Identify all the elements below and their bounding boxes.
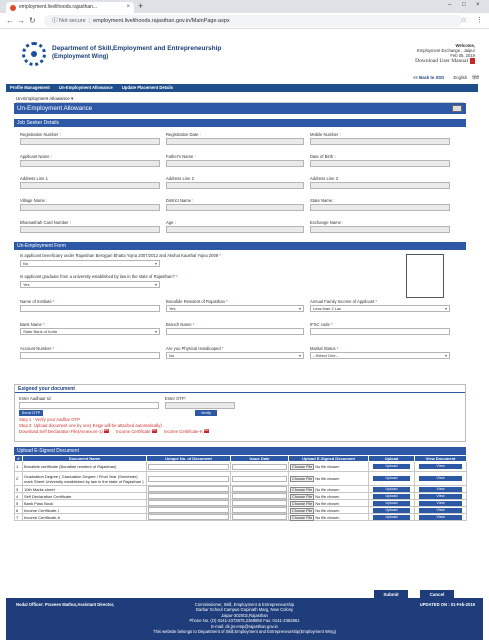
field-label: Account Number * [20, 346, 54, 351]
column-header: View Document [415, 456, 467, 462]
issue-date-input[interactable] [232, 464, 287, 470]
choose-file-button[interactable]: Choose File [292, 477, 313, 481]
browser-menu-icon[interactable]: ⋮ [476, 17, 483, 24]
issue-date-cell [231, 493, 289, 500]
view-cell [415, 493, 467, 500]
nav-item-profile-management[interactable]: Profile Management [10, 85, 50, 90]
file-cell [289, 507, 369, 514]
field-label: Father's Name : [166, 154, 196, 159]
footer-line: Phone No. (O) 0141-2373675,2368850 Fax: 0141-2362661 [189, 618, 300, 624]
main-content [14, 103, 466, 521]
document-name: Bonafide certificate (Bonafide resident of Rajasthan) [23, 462, 147, 472]
otp-input[interactable] [165, 402, 235, 409]
field-label: Registration Date : [166, 132, 201, 137]
unique-number-cell [147, 462, 231, 472]
issue-date-input[interactable] [232, 514, 287, 520]
choose-file-button[interactable]: Choose File [292, 487, 313, 492]
view-cell [415, 507, 467, 514]
file-chooser[interactable] [290, 501, 339, 507]
field-label: Village Name : [20, 198, 48, 203]
district-name-field [166, 204, 304, 211]
issue-date-cell [231, 486, 289, 493]
lang-hindi-link[interactable]: हिंदी [472, 75, 479, 80]
file-chooser[interactable] [290, 487, 339, 493]
welcome-date: Feb 05, 2019 [450, 53, 475, 58]
ifsc-input[interactable] [310, 328, 450, 335]
updated-on: UPDATED ON : 01-Feb-2019 [419, 602, 475, 607]
view-button[interactable]: View [419, 515, 462, 520]
issue-date-input[interactable] [232, 507, 287, 513]
column-header: Upload E-Signed Document [289, 456, 369, 462]
issue-date-cell [231, 514, 289, 521]
url-text: employment.livelihoods.rajasthan.gov.in/MainPage.aspx [93, 18, 230, 24]
upload-cell [369, 514, 415, 521]
esign-panel [14, 384, 466, 442]
download-manual-link[interactable]: Download User Manual [415, 58, 475, 64]
upload-button[interactable]: Upload [373, 515, 410, 520]
verify-button[interactable]: Verify [195, 410, 217, 416]
issue-date-cell [231, 472, 289, 486]
field-label: Is applicant graduate from a university established by law in the state of Rajasthan? * [20, 274, 178, 279]
view-cell [415, 500, 467, 507]
unique-number-input[interactable] [148, 493, 229, 499]
upload-cell [369, 500, 415, 507]
esign-heading: Esigned your document [15, 385, 465, 393]
issue-date-cell [231, 500, 289, 507]
upload-button[interactable]: Upload [373, 464, 410, 469]
view-button[interactable]: View [419, 487, 462, 492]
footer-line: Darbar School Campus Gopinath Marg, New Colony [195, 607, 294, 613]
choose-file-button[interactable]: Choose File [292, 508, 313, 513]
state-name-field [310, 204, 450, 211]
lang-english-link[interactable]: English [453, 75, 468, 80]
address-line-2-field [166, 182, 304, 189]
nodal-officer: Nodal Officer: Praveen Mathur,Assistant Director, [16, 602, 115, 607]
view-cell [415, 462, 467, 472]
unique-number-input[interactable] [148, 514, 229, 520]
unique-number-input[interactable] [148, 476, 229, 482]
view-cell [415, 472, 467, 486]
view-button[interactable]: View [419, 494, 462, 499]
applicant-photo [406, 254, 444, 298]
view-cell [415, 514, 467, 521]
column-header: Document Name [23, 456, 147, 462]
field-label: Are you Physical Handicaped * [166, 346, 224, 351]
pdf-icon: PDF [151, 429, 157, 432]
marital-status-select[interactable]: --Select One-- ▾ [310, 352, 450, 359]
field-label: Address Line 1 [20, 176, 48, 181]
column-header: Upload [369, 456, 415, 462]
file-status: No file chosen [315, 501, 340, 506]
registration-number-field [20, 138, 160, 145]
address-line-3-field [310, 182, 450, 189]
issue-date-input[interactable] [232, 486, 287, 492]
file-chooser[interactable] [290, 508, 339, 514]
upload-button[interactable]: Upload [373, 508, 410, 513]
pdf-icon: PDF [103, 429, 109, 432]
collapse-button[interactable] [452, 105, 462, 112]
mobile-number-field [310, 138, 450, 145]
field-label: IFSC code * [310, 322, 333, 327]
view-button[interactable]: View [419, 501, 462, 506]
table-row [15, 507, 467, 514]
step-1-text: Step 1 : Verify your Aadhar OTP [19, 417, 81, 422]
welcome-office: Employment Exchange , Jaipur [417, 48, 475, 53]
aadhaar-label: Enter Aadhaar Id: [19, 396, 52, 401]
nav-item-unemployment-allowance[interactable]: Un-Employment Allowance [58, 85, 113, 90]
bank-select[interactable]: State Bank of India ▾ [20, 328, 160, 335]
reload-icon[interactable]: ↻ [29, 16, 36, 25]
back-to-sso-link[interactable]: << Back to SSO [413, 75, 445, 80]
window-maximize-icon[interactable]: □ [462, 2, 466, 8]
row-number: 4 [15, 493, 23, 500]
file-cell [289, 486, 369, 493]
document-name: Bank Pass Book [23, 500, 147, 507]
beneficiary-select[interactable]: No ▾ [20, 260, 160, 267]
browser-tab-bar [0, 0, 489, 13]
upload-cell [369, 472, 415, 486]
issue-date-cell [231, 462, 289, 472]
file-chooser[interactable] [290, 494, 339, 500]
unique-number-cell [147, 507, 231, 514]
field-label: Bhamashah Card Number : [20, 220, 71, 225]
choose-file-button[interactable]: Choose File [292, 465, 313, 469]
unemployment-form-heading: Un-Employment Form [14, 242, 466, 250]
unique-number-cell [147, 493, 231, 500]
view-cell [415, 486, 467, 493]
file-chooser[interactable] [290, 515, 339, 521]
view-button[interactable]: View [419, 508, 462, 513]
browser-tab[interactable] [6, 2, 134, 13]
field-label: Annual Family Income of Applicant * [310, 299, 378, 304]
field-label: Address Line 2 [166, 176, 194, 181]
field-label: Applicant Name : [20, 154, 52, 159]
tab-title: employment.livelihoods.rajasthan... [19, 4, 98, 10]
footer-line: This website belongs to Department of Skill,Employment and Entrepreneurship(Employment Wing) [153, 629, 336, 635]
cancel-button[interactable]: Cancel [420, 590, 454, 599]
department-title: Department of Skill,Employment and Entrepreneurship [52, 45, 222, 52]
dob-field [310, 160, 450, 167]
field-label: Address Line 3 [310, 176, 338, 181]
job-seeker-grid [14, 127, 466, 237]
address-line-1-field [20, 182, 160, 189]
page-title [14, 103, 466, 114]
field-label: District Name : [166, 198, 194, 203]
income-select[interactable]: Less than 2 Lac ▾ [310, 305, 450, 312]
father-name-field [166, 160, 304, 167]
page-title-text: Un-Employment Allowance [17, 105, 93, 112]
site-footer [6, 598, 483, 640]
table-row [15, 514, 467, 521]
upload-cell [369, 486, 415, 493]
back-arrow-icon[interactable]: ← [6, 16, 14, 25]
address-bar[interactable] [44, 15, 462, 27]
row-number: 1 [15, 462, 23, 472]
field-label: Mobile Number : [310, 132, 341, 137]
field-label: Age : [166, 220, 176, 225]
field-label: State Name : [310, 198, 335, 203]
forward-arrow-icon[interactable]: → [17, 16, 25, 25]
file-cell [289, 514, 369, 521]
unique-number-cell [147, 514, 231, 521]
window-minimize-icon[interactable]: – [448, 2, 452, 8]
file-cell [289, 472, 369, 486]
institute-input[interactable] [20, 305, 160, 312]
step-2-text: Step 2: Upload document one by one( Esign will be attached automatically) [19, 423, 162, 428]
branch-input[interactable] [166, 328, 304, 335]
document-name: Income Certificate-I [23, 507, 147, 514]
row-number: 2 [15, 472, 23, 486]
language-switcher [413, 75, 479, 81]
otp-label: Enter OTP: [165, 396, 186, 401]
esign-grid [15, 393, 465, 437]
unique-number-cell [147, 486, 231, 493]
issue-date-input[interactable] [232, 493, 287, 499]
file-cell [289, 500, 369, 507]
url-separator: | [88, 18, 91, 24]
issue-date-cell [231, 507, 289, 514]
age-field [166, 226, 304, 233]
table-row [15, 500, 467, 507]
pdf-icon [470, 58, 475, 64]
field-label: Bonafide Resident of Rajasthan * [166, 299, 228, 304]
new-tab-button[interactable]: + [138, 1, 144, 11]
not-secure-label: Not secure [59, 18, 86, 24]
table-row [15, 472, 467, 486]
column-header: Issue Date [231, 456, 289, 462]
info-icon[interactable]: ⓘ [52, 18, 58, 24]
file-status: No file chosen [315, 508, 340, 513]
column-header: # [15, 456, 23, 462]
unique-number-input[interactable] [148, 486, 229, 492]
upload-cell [369, 493, 415, 500]
bonafide-select[interactable]: Yes ▾ [166, 305, 304, 312]
field-label: Bank Name * [20, 322, 45, 327]
document-name: Self Declaration Certificate [23, 493, 147, 500]
pdf-icon: PDF [203, 429, 209, 432]
file-status: No file chosen [315, 494, 340, 499]
department-subtitle: (Employment Wing) [52, 54, 109, 60]
table-row [15, 486, 467, 493]
upload-button[interactable]: Upload [373, 487, 410, 492]
document-name: Graduation Degree ( Graduation Degree / Final Year (Semester) mark Sheet University established by law in the state of Rajasthan ) [23, 472, 147, 486]
issue-date-input[interactable] [232, 500, 287, 506]
field-label: Registration Number : [20, 132, 61, 137]
row-number: 5 [15, 500, 23, 507]
document-name: 10th Marks sheet [23, 486, 147, 493]
upload-cell [369, 462, 415, 472]
upload-button[interactable]: Upload [373, 494, 410, 499]
submit-button[interactable]: Submit [374, 590, 408, 599]
file-status: No file chosen [315, 465, 340, 469]
file-cell [289, 493, 369, 500]
tab-close-icon[interactable]: × [126, 4, 130, 10]
footer-line: Jaipur-302002,Rajasthan [221, 612, 268, 618]
favicon-icon [10, 5, 16, 11]
bookmark-star-icon[interactable]: ☆ [460, 17, 467, 24]
file-status: No file chosen [315, 487, 340, 492]
column-header: Unique No. of Document [147, 456, 231, 462]
breadcrumb[interactable]: Un-Employment Allowance ▾ [16, 96, 74, 101]
field-label: Branch Name * [166, 322, 195, 327]
choose-file-button[interactable]: Choose File [292, 494, 313, 499]
handicap-select[interactable]: No ▾ [166, 352, 304, 359]
welcome-panel [415, 43, 475, 64]
aadhaar-input[interactable] [19, 402, 159, 409]
table-row [15, 493, 467, 500]
view-button[interactable]: View [419, 476, 462, 481]
view-button[interactable]: View [419, 464, 462, 469]
applicant-name-field [20, 160, 160, 167]
upload-heading: Upload E-Signed Document [14, 447, 466, 455]
unemployment-form-grid [14, 250, 466, 378]
nav-item-update-placement[interactable]: Update Placement Details [121, 85, 174, 90]
choose-file-button[interactable]: Choose File [292, 501, 313, 506]
field-label: Is applicant beneficiary under Rajasthan Berojgari Bhatta Yojna 2007/2012 and Akshat Kaushal Yojna 2009 * [20, 253, 221, 258]
unique-number-input[interactable] [148, 507, 229, 513]
table-row [15, 462, 467, 472]
bhamashah-field [20, 226, 160, 233]
file-status: No file chosen [315, 477, 340, 481]
file-chooser[interactable] [290, 476, 339, 482]
upload-table [14, 455, 467, 521]
row-number: 3 [15, 486, 23, 493]
upload-cell [369, 507, 415, 514]
send-otp-button[interactable]: Send OTP [19, 410, 43, 416]
field-label: Exchange Name : [310, 220, 344, 225]
file-status: No file chosen [315, 515, 340, 520]
footer-line: E-mail: dir.jsr.emp@rajasthan.gov.in [211, 623, 278, 629]
field-label: Marital Status * [310, 346, 339, 351]
file-chooser[interactable] [290, 464, 339, 470]
row-number: 7 [15, 514, 23, 521]
unique-number-input[interactable] [148, 500, 229, 506]
unique-number-cell [147, 500, 231, 507]
graduate-select[interactable]: Yes ▾ [20, 281, 160, 288]
upload-button[interactable]: Upload [373, 501, 410, 506]
village-name-field [20, 204, 160, 211]
unique-number-input[interactable] [148, 464, 229, 470]
main-nav [6, 84, 478, 92]
department-logo-icon [22, 42, 46, 66]
field-label: Date of Birth : [310, 154, 336, 159]
upload-button[interactable]: Upload [373, 476, 410, 481]
choose-file-button[interactable]: Choose File [292, 515, 313, 520]
issue-date-input[interactable] [232, 476, 287, 482]
self-declaration-link[interactable]: Download Self Declaration File(Annexure-1)PDF Income CertificatePDF Income Certificate-KPDF [19, 429, 209, 434]
document-name: Income Certificate-K [23, 514, 147, 521]
account-number-input[interactable] [20, 352, 160, 359]
row-number: 6 [15, 507, 23, 514]
browser-toolbar [0, 13, 489, 29]
unique-number-cell [147, 472, 231, 486]
job-seeker-heading: Job Seeker Details [14, 119, 466, 127]
exchange-name-field [310, 226, 450, 233]
field-label: Name of Institute * [20, 299, 55, 304]
registration-date-field [166, 138, 304, 145]
welcome-label: Welcome, [455, 43, 475, 48]
footer-line: Commissioner, Skill, Employment & Entrepreneurship [194, 602, 295, 607]
window-close-icon[interactable]: × [476, 2, 480, 8]
upload-table-body [15, 462, 467, 521]
file-cell [289, 462, 369, 472]
